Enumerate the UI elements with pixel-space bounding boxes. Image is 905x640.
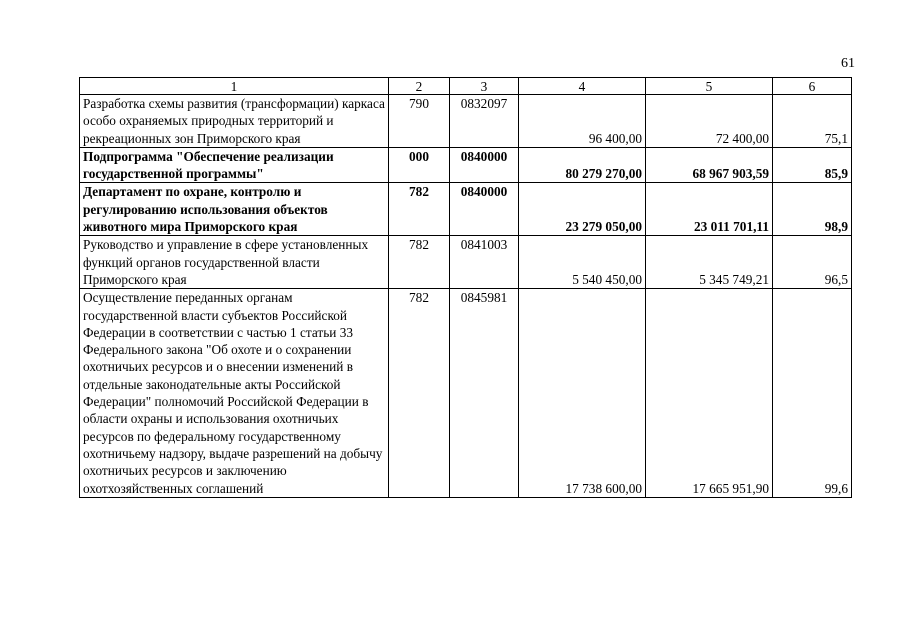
row-percent: 85,9 <box>773 147 852 183</box>
column-header: 3 <box>450 78 519 95</box>
row-percent: 98,9 <box>773 183 852 236</box>
row-code-1: 782 <box>389 289 450 498</box>
row-code-1: 790 <box>389 95 450 148</box>
column-header: 4 <box>519 78 646 95</box>
row-name: Руководство и управление в сфере установленных функций органов государственной власти Приморского края <box>80 236 389 289</box>
table-row <box>80 183 852 236</box>
row-code-2: 0832097 <box>450 95 519 148</box>
row-plan-amount: 5 540 450,00 <box>519 236 646 289</box>
row-code-1: 782 <box>389 236 450 289</box>
row-code-2: 0840000 <box>450 183 519 236</box>
row-plan-amount: 96 400,00 <box>519 95 646 148</box>
column-header: 6 <box>773 78 852 95</box>
row-fact-amount: 23 011 701,11 <box>646 183 773 236</box>
budget-table <box>79 77 852 498</box>
table-row <box>80 147 852 183</box>
row-name: Разработка схемы развития (трансформации) каркаса особо охраняемых природных территорий и рекреационных зон Приморского края <box>80 95 389 148</box>
row-fact-amount: 17 665 951,90 <box>646 289 773 498</box>
table-row <box>80 289 852 498</box>
row-name: Департамент по охране, контролю и регулированию использования объектов животного мира Приморского края <box>80 183 389 236</box>
row-percent: 96,5 <box>773 236 852 289</box>
row-code-2: 0840000 <box>450 147 519 183</box>
page-number: 61 <box>841 56 855 71</box>
column-header: 2 <box>389 78 450 95</box>
row-name: Осуществление переданных органам государственной власти субъектов Российской Федерации в соответствии с частью 1 статьи 33 Федерального закона "Об охоте и о сохранении охотничьих ресурсов и о внесении изменений в отдельные законодательные акты Российской Федерации" полномочий Российской Федерации в области охраны и использования охотничьих ресурсов по федеральному государственному охотничьему надзору, выдаче разрешений на добычу охотничьих ресурсов и заключению охотхозяйственных соглашений <box>80 289 389 498</box>
table-header-row <box>80 78 852 95</box>
table-row <box>80 236 852 289</box>
row-fact-amount: 5 345 749,21 <box>646 236 773 289</box>
row-fact-amount: 68 967 903,59 <box>646 147 773 183</box>
row-code-2: 0845981 <box>450 289 519 498</box>
row-plan-amount: 23 279 050,00 <box>519 183 646 236</box>
row-code-1: 782 <box>389 183 450 236</box>
row-code-1: 000 <box>389 147 450 183</box>
row-plan-amount: 80 279 270,00 <box>519 147 646 183</box>
row-fact-amount: 72 400,00 <box>646 95 773 148</box>
column-header: 5 <box>646 78 773 95</box>
row-code-2: 0841003 <box>450 236 519 289</box>
column-header: 1 <box>80 78 389 95</box>
row-percent: 99,6 <box>773 289 852 498</box>
row-plan-amount: 17 738 600,00 <box>519 289 646 498</box>
row-name: Подпрограмма "Обеспечение реализации государственной программы" <box>80 147 389 183</box>
table-row <box>80 95 852 148</box>
row-percent: 75,1 <box>773 95 852 148</box>
